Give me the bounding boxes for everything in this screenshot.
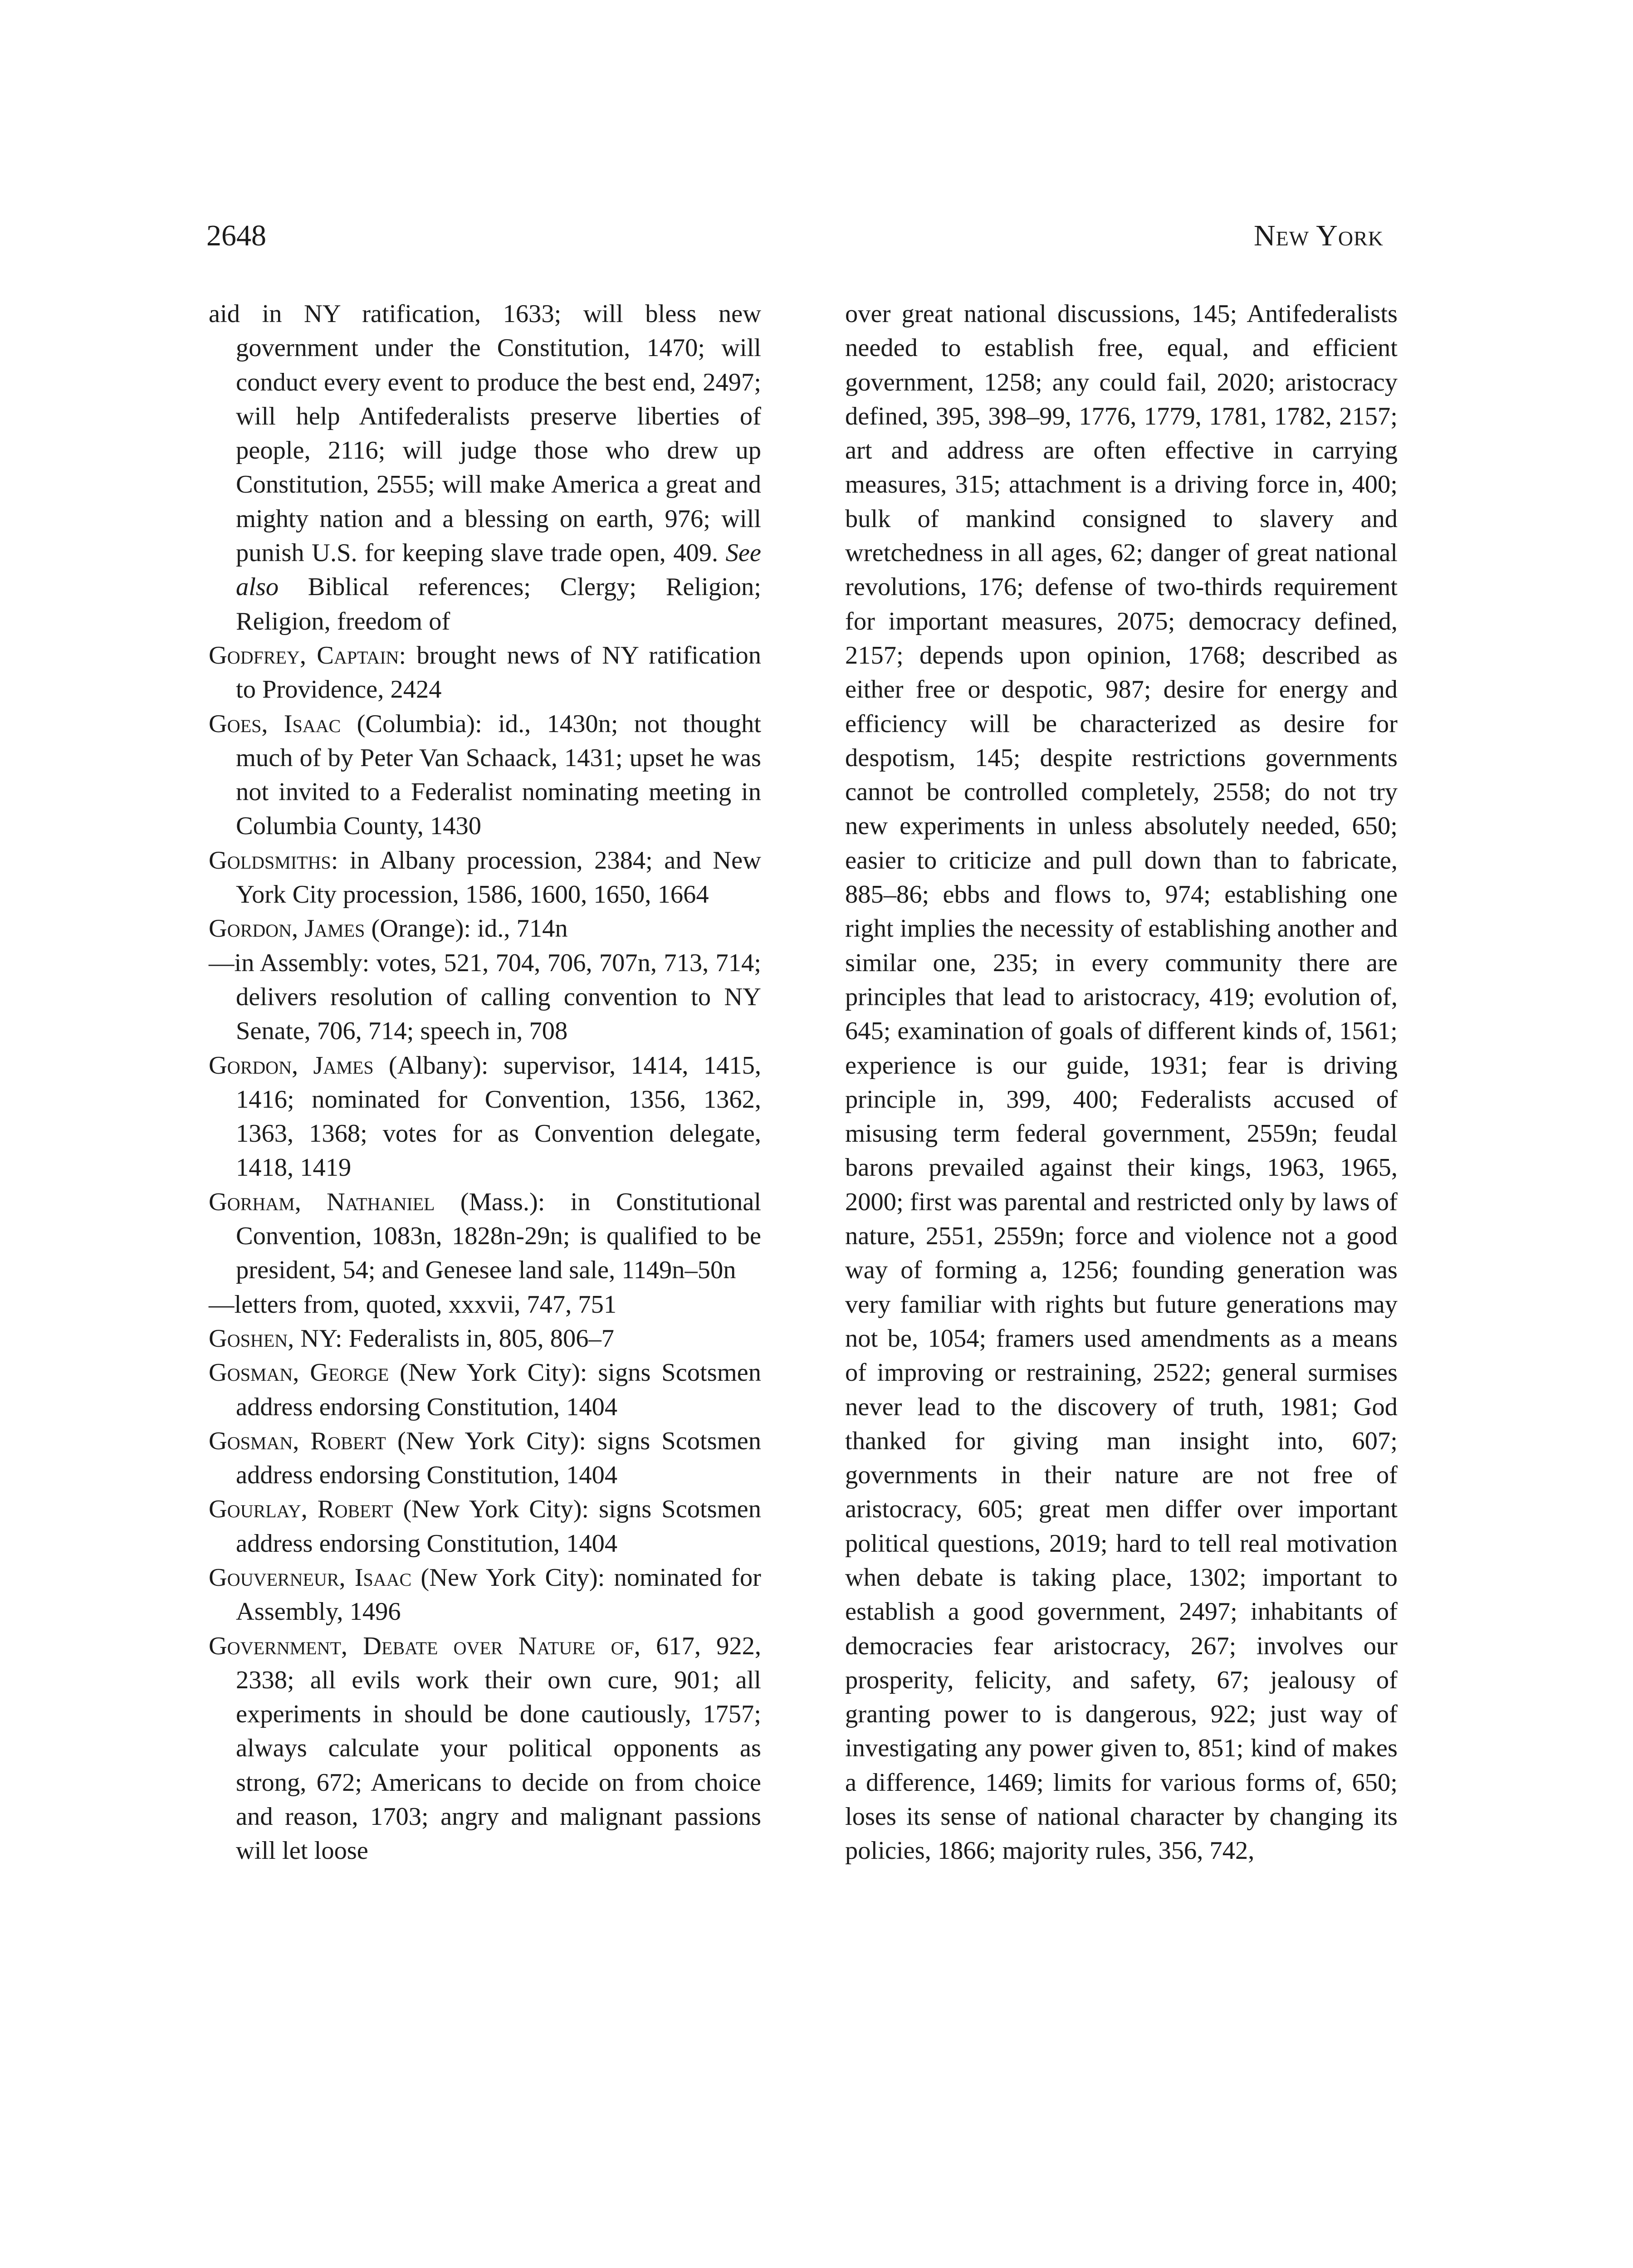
right-column [845, 297, 1398, 1868]
index-entry [209, 639, 761, 707]
index-entry [209, 1322, 761, 1356]
entry-heading: Gorham, Nathaniel [209, 1188, 435, 1216]
page-number: 2648 [206, 219, 266, 252]
index-entry [209, 1185, 761, 1288]
index-entry [209, 1424, 761, 1493]
entry-heading: Gosman, Robert [209, 1427, 386, 1455]
entry-heading: Gourlay, Robert [209, 1495, 393, 1524]
index-entry [209, 1629, 761, 1868]
entry-heading: Gouverneur, Isaac [209, 1563, 412, 1592]
index-entry [209, 1049, 761, 1185]
running-title: New York [1253, 219, 1384, 252]
entry-body: : brought news of NY ratification to Providence, 2424 [236, 641, 761, 704]
entry-heading: Government, Debate over Nature of [209, 1632, 634, 1660]
index-entry [209, 912, 761, 946]
entry-heading: Gordon, James [209, 914, 365, 943]
entry-body: (New York City): signs Scotsmen address endorsing Constitution, 1404 [236, 1427, 762, 1490]
entry-body: , NY: Federalists in, 805, 806–7 [288, 1324, 615, 1353]
entry-heading: Gordon, James [209, 1051, 374, 1080]
entry-body: (Columbia): id., 1430n; not thought much of by Peter Van Schaack, 1431; upset he was not invited to a Federalist nominating meeting in Columbia County, 1430 [236, 709, 761, 841]
entry-body: : in Albany procession, 2384; and New York City procession, 1586, 1600, 1650, 1664 [236, 846, 761, 909]
continued-entry [209, 297, 761, 639]
entry-body: (Albany): supervisor, 1414, 1415, 1416; nominated for Convention, 1356, 1362, 1363, 1368; votes for as Convention delegate, 1418, 1419 [236, 1051, 761, 1182]
index-subentry [209, 946, 761, 1049]
left-column [209, 297, 761, 1868]
index-entry [209, 1561, 761, 1629]
see-also-label: See also [236, 539, 761, 601]
continued-entry-text: over great national discussions, 145; Antifederalists needed to establish free, equal, and efficient government, 1258; any could fail, 2020; aristocracy defined, 395, 398–99, 1776, 1779, 1781, 1782, 2157; art and address are often effective in carrying measures, 315; attachment is a driving force in, 400; bulk of mankind consigned to slavery and wretchedness in all ages, 62; danger of great national revolutions, 176; defense of two-thirds requirement for important measures, 2075; democracy defined, 2157; depends upon opinion, 1768; described as either free or despotic, 987; desire for energy and efficiency will be characterized as desire for despotism, 145; despite restrictions governments cannot be controlled completely, 2558; do not try new experiments in unless absolutely needed, 650; easier to criticize and pull down than to fabricate, 885–86; ebbs and flows to, 974; establishing one right implies the necessity of establishing another and similar one, 235; in every community there are principles that lead to aristocracy, 419; evolution of, 645; examination of goals of different kinds of, 1561; experience is our guide, 1931; fear is driving principle in, 399, 400; Federalists accused of misusing term federal government, 2559n; feudal barons prevailed against their kings, 1963, 1965, 2000; first was parental and restricted only by laws of nature, 2551, 2559n; force and violence not a good way of forming a, 1256; founding generation was very familiar with rights but future generations may not be, 1054; framers used amendments as a means of improving or restraining, 2522; general surmises never lead to the discovery of truth, 1981; God thanked for giving man insight into, 607; governments in their nature are not free of aristocracy, 605; great men differ over important political questions, 2019; hard to tell real motivation when debate is taking place, 1302; important to establish a good government, 2497; inhabitants of democracies fear aristocracy, 267; involves our prosperity, felicity, and safety, 67; jealousy of granting power to is dangerous, 922; just way of investigating any power given to, 851; kind of makes a difference, 1469; limits for various forms of, 650; loses its sense of national character by changing its policies, 1866; majority rules, 356, 742, [845, 300, 1398, 1865]
entry-body: (Orange): id., 714n [365, 914, 568, 943]
entry-body: —in Assembly: votes, 521, 704, 706, 707n, 713, 714; delivers resolution of calling convention to NY Senate, 706, 714; speech in, 708 [209, 948, 761, 1046]
entry-heading: Goldsmiths [209, 846, 331, 875]
entry-body: (Mass.): in Constitutional Convention, 1083n, 1828n-29n; is qualified to be president, 54; and Genesee land sale, 1149n–50n [236, 1188, 761, 1285]
entry-body: —letters from, quoted, xxxvii, 747, 751 [209, 1290, 617, 1319]
entry-heading: Godfrey, Captain [209, 641, 399, 670]
entry-body: (New York City): signs Scotsmen address endorsing Constitution, 1404 [236, 1495, 761, 1558]
running-head [206, 213, 1384, 259]
index-entry [209, 844, 761, 912]
entry-heading: Goes, Isaac [209, 709, 341, 738]
continued-entry-text: aid in NY ratification, 1633; will bless new government under the Constitution, 1470; will conduct every event to produce the best end, 2497; will help Antifederalists preserve liberties of people, 2116; will judge those who drew up Constitution, 2555; will make America a great and mighty nation and a blessing on earth, 976; will punish U.S. for keeping slave trade open, 409. [209, 300, 761, 567]
entry-heading: Goshen [209, 1324, 288, 1353]
entry-heading: Gosman, George [209, 1359, 389, 1387]
entry-body: , 617, 922, 2338; all evils work their own cure, 901; all experiments in should be done cautiously, 1757; always calculate your political opponents as strong, 672; Americans to decide on from choice and reason, 1703; angry and malignant passions will let loose [236, 1632, 762, 1865]
index-subentry [209, 1288, 761, 1322]
entry-body: (New York City): nominated for Assembly, 1496 [236, 1563, 761, 1626]
index-entry [209, 707, 761, 844]
continued-entry [845, 297, 1398, 1868]
entry-body: (New York City): signs Scotsmen address endorsing Constitution, 1404 [236, 1359, 761, 1421]
index-entry [209, 1492, 761, 1561]
see-also-targets: Biblical references; Clergy; Religion; Religion, freedom of [236, 573, 762, 635]
index-entry [209, 1356, 761, 1424]
